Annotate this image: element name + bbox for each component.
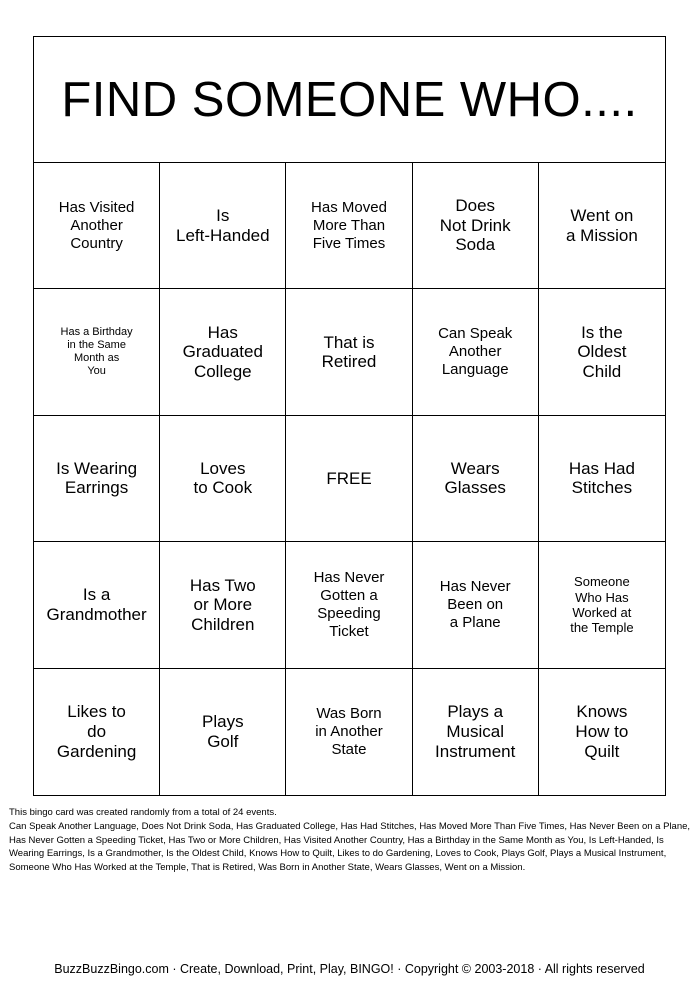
bingo-cell: Someone Who Has Worked at the Temple	[539, 542, 665, 668]
bingo-cell: Has Two or More Children	[160, 542, 286, 668]
bingo-cell: Has Moved More Than Five Times	[286, 163, 412, 289]
bingo-card	[33, 36, 666, 796]
bingo-cell: Is Wearing Earrings	[34, 416, 160, 542]
bingo-cell: Likes to do Gardening	[34, 669, 160, 795]
bingo-cell: Loves to Cook	[160, 416, 286, 542]
bingo-cell: Has Visited Another Country	[34, 163, 160, 289]
bingo-cell: FREE	[286, 416, 412, 542]
bingo-cell: Plays a Musical Instrument	[413, 669, 539, 795]
notes-event-list: Can Speak Another Language, Does Not Drink Soda, Has Graduated College, Has Had Stitches, Has Moved More Than Five Times, Has Never Been on a Plane, Has Never Gotten a Speeding Ticket, Has Two or More Children, Has Visited Another Country, Has a Birthday in the Same Month as You, Is Left-Handed, Is Wearing Earrings, Is a Grandmother, Is the Oldest Child, Knows How to Quilt, Likes to do Gardening, Loves to Cook, Plays Golf, Plays a Musical Instrument, Someone Who Has Worked at the Temple, That is Retired, Was Born in Another State, Wears Glasses, Went on a Mission.	[9, 820, 691, 874]
notes-summary: This bingo card was created randomly from a total of 24 events.	[9, 807, 277, 818]
page-footer: BuzzBuzzBingo.com · Create, Download, Print, Play, BINGO! · Copyright © 2003-2018 · All rights reserved	[54, 962, 645, 976]
bingo-cell: Has Graduated College	[160, 289, 286, 415]
bingo-cell: Does Not Drink Soda	[413, 163, 539, 289]
bingo-cell: Is Left-Handed	[160, 163, 286, 289]
bingo-cell: Has Never Been on a Plane	[413, 542, 539, 668]
bingo-cell: Has Never Gotten a Speeding Ticket	[286, 542, 412, 668]
bingo-cell: Can Speak Another Language	[413, 289, 539, 415]
bingo-cell: Wears Glasses	[413, 416, 539, 542]
bingo-cell: Is a Grandmother	[34, 542, 160, 668]
card-notes	[9, 806, 693, 875]
bingo-grid	[34, 163, 665, 795]
bingo-cell: Has Had Stitches	[539, 416, 665, 542]
bingo-cell: That is Retired	[286, 289, 412, 415]
bingo-cell: Was Born in Another State	[286, 669, 412, 795]
bingo-cell: Has a Birthday in the Same Month as You	[34, 289, 160, 415]
card-title: FIND SOMEONE WHO....	[61, 72, 638, 127]
bingo-cell: Is the Oldest Child	[539, 289, 665, 415]
bingo-cell: Went on a Mission	[539, 163, 665, 289]
card-title-row	[34, 37, 665, 163]
bingo-cell: Plays Golf	[160, 669, 286, 795]
bingo-cell: Knows How to Quilt	[575, 702, 629, 761]
